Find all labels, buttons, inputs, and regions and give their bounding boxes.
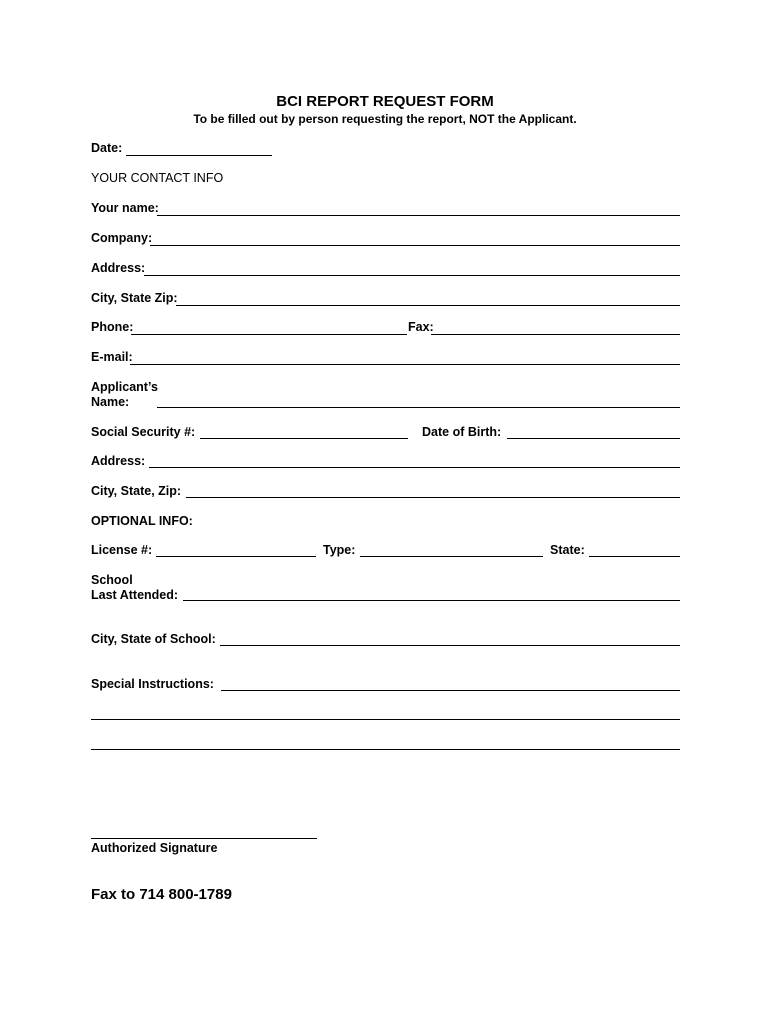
- city-state-zip-label: City, State Zip:: [91, 291, 178, 305]
- special-instructions-field[interactable]: [221, 676, 680, 691]
- city-state-zip-field[interactable]: [176, 291, 680, 306]
- signature-label: Authorized Signature: [91, 841, 218, 855]
- phone-field[interactable]: [131, 320, 407, 335]
- license-field[interactable]: [156, 542, 316, 557]
- ssn-field[interactable]: [200, 424, 408, 439]
- company-field[interactable]: [150, 231, 680, 246]
- applicant-address-field[interactable]: [149, 453, 680, 468]
- fax-label: Fax:: [408, 320, 434, 334]
- contact-section-heading: YOUR CONTACT INFO: [91, 171, 224, 185]
- your-name-label: Your name:: [91, 201, 159, 215]
- state-label: State:: [550, 543, 585, 557]
- ssn-label: Social Security #:: [91, 425, 196, 439]
- date-field[interactable]: [126, 141, 272, 156]
- fax-field[interactable]: [431, 320, 680, 335]
- applicant-name-field[interactable]: [157, 393, 680, 408]
- type-label: Type:: [323, 543, 356, 557]
- company-label: Company:: [91, 231, 153, 245]
- applicant-address-label: Address:: [91, 454, 146, 468]
- state-field[interactable]: [589, 542, 680, 557]
- email-field[interactable]: [130, 350, 680, 365]
- address-field[interactable]: [144, 261, 680, 276]
- address-label: Address:: [91, 261, 146, 275]
- form-title: BCI REPORT REQUEST FORM: [276, 93, 494, 110]
- school-field[interactable]: [183, 586, 680, 601]
- dob-field[interactable]: [507, 424, 680, 439]
- special-instructions-label: Special Instructions:: [91, 677, 214, 691]
- school-label-line2: Last Attended:: [91, 588, 179, 602]
- applicant-city-field[interactable]: [186, 483, 680, 498]
- applicant-city-label: City, State, Zip:: [91, 484, 182, 498]
- license-label: License #:: [91, 543, 153, 557]
- dob-label: Date of Birth:: [422, 425, 502, 439]
- optional-section-heading: OPTIONAL INFO:: [91, 514, 193, 528]
- special-instructions-line-3[interactable]: [91, 735, 680, 750]
- school-city-field[interactable]: [220, 631, 680, 646]
- date-label: Date:: [91, 141, 123, 155]
- type-field[interactable]: [360, 542, 543, 557]
- fax-number-footer: Fax to 714 800-1789: [91, 886, 232, 903]
- applicant-name-label-line2: Name:: [91, 395, 130, 409]
- applicant-name-label-line1: Applicant’s: [91, 380, 158, 394]
- your-name-field[interactable]: [157, 201, 680, 216]
- school-label-line1: School: [91, 573, 133, 587]
- school-city-label: City, State of School:: [91, 632, 216, 646]
- signature-line[interactable]: [91, 824, 317, 839]
- special-instructions-line-2[interactable]: [91, 705, 680, 720]
- phone-label: Phone:: [91, 320, 134, 334]
- email-label: E-mail:: [91, 350, 133, 364]
- form-subtitle: To be filled out by person requesting the report, NOT the Applicant.: [193, 112, 577, 126]
